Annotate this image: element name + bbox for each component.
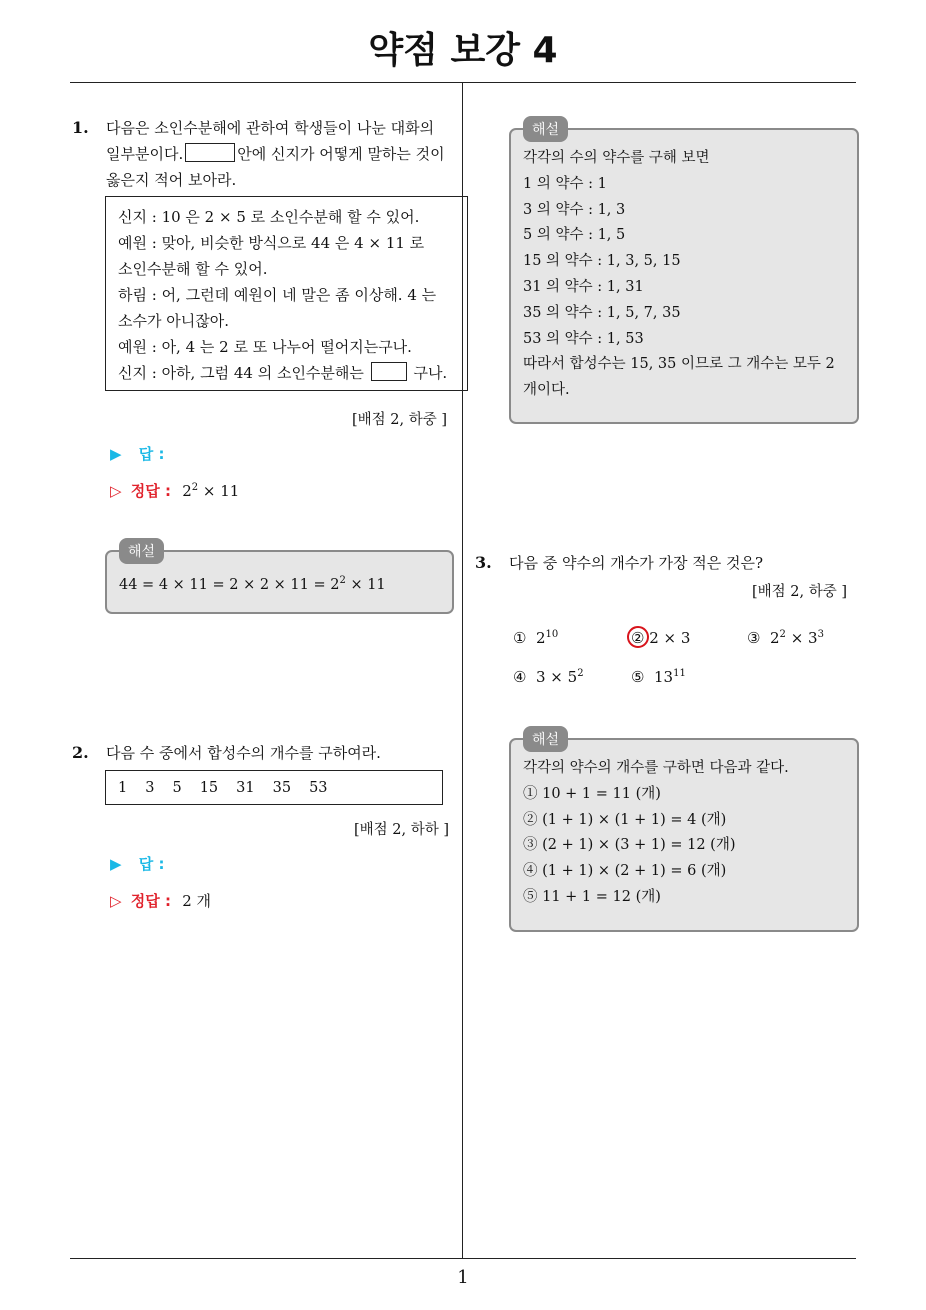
answer-label: 답 :	[138, 855, 165, 873]
question-1-line-2: 일부분이다. 안에 신지가 어떻게 말하는 것이	[106, 145, 445, 163]
solution-text	[523, 756, 789, 911]
outline-arrow-icon: ▷	[110, 892, 122, 910]
dialog-line: 예원 : 맞아, 비슷한 방식으로 44 은 4 × 11 로	[118, 234, 425, 252]
question-2-score: [배점 2, 하하 ]	[354, 822, 450, 838]
dialog-line: 신지 : 10 은 2 × 5 로 소인수분해 할 수 있어.	[118, 208, 420, 226]
answer-label: 답 :	[138, 445, 165, 463]
solution-text	[523, 146, 835, 404]
answer-blank-box	[371, 362, 407, 381]
question-1-number: 1.	[72, 118, 89, 137]
dialog-line: 신지 : 아하, 그럼 44 의 소인수분해는 구나.	[118, 364, 448, 382]
answer-blank-box	[185, 143, 235, 162]
solution-tag: 해설	[523, 726, 568, 752]
solution-line: 개이다.	[523, 382, 570, 399]
footer-rule	[70, 1258, 856, 1259]
solution-line: 53 의 약수 : 1, 53	[523, 330, 644, 347]
solution-line: ④ (1 + 1) × (2 + 1) = 6 (개)	[523, 863, 727, 880]
solution-line: 각각의 약수의 개수를 구하면 다음과 같다.	[523, 760, 789, 776]
choice-2[interactable]: ② 2 × 3	[631, 629, 691, 647]
solution-line: ① 10 + 1 = 11 (개)	[523, 785, 661, 802]
correct-answer-value: $2^2 \times 11$	[182, 482, 240, 500]
number-item: 3	[145, 780, 155, 796]
question-2-number: 2.	[72, 743, 89, 762]
dialog-line: 예원 : 아, 4 는 2 로 또 나누어 떨어지는구나.	[118, 338, 412, 356]
choice-3[interactable]: ③ $2^2 \times 3^3$	[747, 629, 824, 647]
solution-line: 3 의 약수 : 1, 3	[523, 201, 626, 218]
solution-line: 15 의 약수 : 1, 3, 5, 15	[523, 253, 681, 270]
question-3-solution-box	[509, 732, 859, 932]
number-item: 31	[236, 780, 255, 796]
solution-tag: 해설	[523, 116, 568, 142]
question-3-text: 다음 중 약수의 개수가 가장 적은 것은?	[509, 554, 764, 572]
header-rule	[70, 82, 856, 83]
play-arrow-icon: ▶	[110, 445, 122, 463]
question-1-solution-box	[105, 544, 454, 614]
question-3-score: [배점 2, 하중 ]	[752, 584, 848, 600]
correct-answer-value: 2 개	[182, 892, 212, 910]
solution-line: 1 의 약수 : 1	[523, 175, 607, 192]
solution-line: 각각의 수의 약수를 구해 보면	[523, 150, 710, 166]
question-1-correct-row	[110, 480, 239, 501]
solution-line: 35 의 약수 : 1, 5, 7, 35	[523, 304, 681, 321]
solution-line: 5 의 약수 : 1, 5	[523, 227, 626, 244]
correct-label: 정답 :	[130, 482, 171, 500]
solution-text: $44 = 4 \times 11 = 2 \times 2 \times 11 = 2^2 \times 11$	[119, 575, 386, 593]
selected-choice-circle-icon	[627, 626, 649, 648]
number-item: 1	[118, 780, 128, 796]
solution-line: 31 의 약수 : 1, 31	[523, 278, 644, 295]
solution-line: 따라서 합성수는 15, 35 이므로 그 개수는 모두 2	[523, 356, 835, 373]
solution-line: ⑤ 11 + 1 = 12 (개)	[523, 888, 661, 905]
question-2-correct-row	[110, 890, 211, 911]
solution-line: ② (1 + 1) × (1 + 1) = 4 (개)	[523, 811, 727, 828]
choice-5[interactable]: ⑤ $13^{11}$	[631, 668, 686, 686]
choice-4[interactable]: ④ $3 \times 5^2$	[513, 668, 584, 686]
dialog-box	[105, 196, 468, 391]
correct-label: 정답 :	[130, 892, 171, 910]
question-1-answer-row	[110, 443, 165, 464]
dialog-line: 하림 : 어, 그런데 예원이 네 말은 좀 이상해. 4 는	[118, 286, 437, 304]
page-number: 1	[457, 1267, 469, 1288]
question-2-answer-row	[110, 853, 165, 874]
question-1-line-1: 다음은 소인수분해에 관하여 학생들이 나눈 대화의	[106, 119, 435, 137]
page-title: 약점 보강 4	[368, 30, 558, 71]
question-2-text: 다음 수 중에서 합성수의 개수를 구하여라.	[106, 744, 381, 762]
question-3-number: 3.	[475, 553, 492, 572]
number-item: 5	[172, 780, 182, 796]
solution-tag: 해설	[119, 538, 164, 564]
number-item: 53	[309, 780, 328, 796]
number-list-box	[105, 770, 443, 805]
question-1-line-3: 옳은지 적어 보아라.	[106, 171, 237, 189]
dialog-line: 소인수분해 할 수 있어.	[118, 260, 268, 278]
number-item: 35	[272, 780, 292, 796]
play-arrow-icon: ▶	[110, 855, 122, 873]
outline-arrow-icon: ▷	[110, 482, 122, 500]
question-1-text	[106, 115, 456, 193]
question-1-score: [배점 2, 하중 ]	[352, 412, 448, 428]
dialog-line: 소수가 아니잖아.	[118, 312, 229, 330]
number-item: 15	[199, 780, 219, 796]
solution-line: ③ (2 + 1) × (3 + 1) = 12 (개)	[523, 837, 736, 854]
question-2-solution-box	[509, 122, 859, 424]
choice-1[interactable]: ① $2^{10}$	[513, 629, 559, 647]
